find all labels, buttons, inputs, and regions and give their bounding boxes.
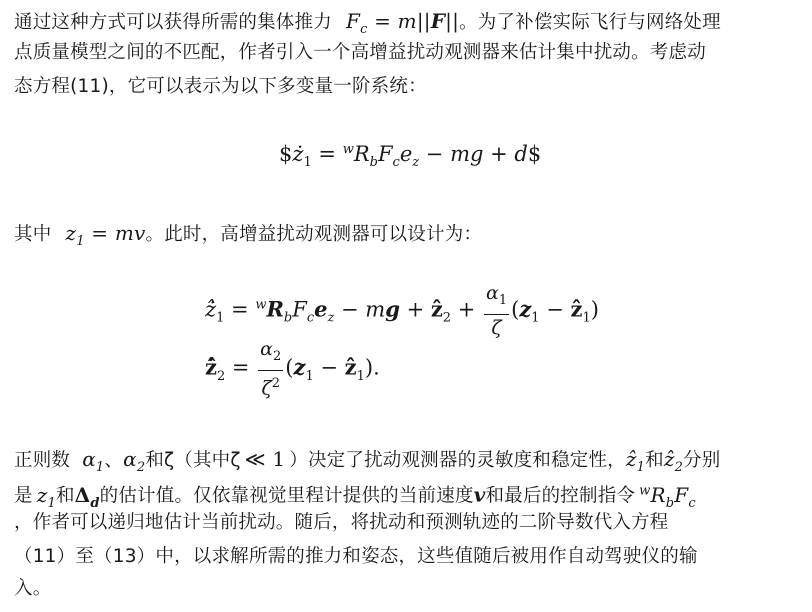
paragraph-3-text-b: 、 bbox=[104, 450, 124, 471]
paragraph-3-line-4: （11）至（13）中，以求解所需的推力和姿态，这些值随后被用作自动驾驶仪的输 bbox=[14, 546, 698, 567]
delta-d-symbol: $\Delta_d$ bbox=[74, 482, 100, 511]
paragraph-3-text-j: 和最后的控制指令 bbox=[485, 485, 636, 507]
velocity-symbol: v bbox=[473, 482, 486, 507]
paragraph-3-text-c: 和ζ（其中ζ bbox=[145, 450, 241, 471]
paragraph-3-line-3: ，作者可以递归地估计当前扰动。随后，将扰动和预测轨迹的二阶导数代入方程 bbox=[14, 512, 669, 533]
gain-fraction-1: $\frac{\alpha_1}{\zeta}$ bbox=[486, 282, 508, 339]
gain-fraction-2: $\frac{\alpha_2}{\zeta^2}$ bbox=[260, 338, 282, 400]
paragraph-3-text-a: 正则数 bbox=[14, 450, 71, 471]
paragraph-2-suffix: 。此时，高增益扰动观测器可以设计为： bbox=[145, 224, 483, 245]
equation-1: $\$ż_1 = ^wR_bF_ce_z$ − mg + d$ bbox=[279, 142, 542, 171]
z-hat-2-symbol: ẑ$_2$ bbox=[663, 447, 684, 475]
much-less-than-one: ≪ 1 bbox=[244, 447, 286, 471]
paragraph-3-text-i: 的估计值。仅依靠视觉里程计提供的当前速度 bbox=[99, 485, 474, 507]
paragraph-1-line-3: 态方程(11)，它可以表示为以下多变量一阶系统： bbox=[14, 76, 427, 97]
observer-equation-1: $ż̂_1 = ^wR_bF_ce_z$ − mg + ẑ$_2$ + $\frac{\alpha_1}{\zeta}$ ($z_1$ − ẑ$_1$) bbox=[205, 282, 599, 339]
z-hat-1-symbol: ẑ$_1$ bbox=[625, 447, 646, 475]
momentum-definition: $z_1$ = mv bbox=[65, 221, 146, 249]
paragraph-2 bbox=[14, 218, 482, 257]
paragraph-3-text-f: 分别 bbox=[683, 450, 721, 471]
paragraph-1-line-2: 点质量模型之间的不匹配，作者引入一个高增益扰动观测器来估计集中扰动。考虑动 bbox=[14, 42, 706, 63]
paragraph-2-prefix: 其中 bbox=[14, 224, 52, 245]
observer-equation-2: $ż̂_2$ = $\frac{\alpha_2}{\zeta^2}$ ($z_1$ − ẑ$_1$). bbox=[205, 338, 380, 400]
z-1-symbol: $z_1$ bbox=[36, 482, 56, 511]
control-command-symbol: $^wR_bF_c$ bbox=[639, 482, 696, 511]
paragraph-3-text-e: 和 bbox=[645, 450, 664, 471]
paragraph-3-text-h: 和 bbox=[55, 485, 75, 507]
paragraph-3-text-g: 是 bbox=[14, 485, 33, 507]
paragraph-3-text-d: ）决定了扰动观测器的灵敏度和稳定性， bbox=[289, 450, 626, 471]
thrust-formula: $F_c = m||F||$ bbox=[346, 9, 460, 37]
paragraph-3-line-5: 入。 bbox=[14, 578, 52, 599]
paragraph-1-line-1-tail: 。为了补偿实际飞行与网络处理 bbox=[459, 12, 721, 33]
alpha-1-symbol: $\alpha_1$ bbox=[82, 447, 105, 475]
paragraph-1-line-1-text: 通过这种方式可以获得所需的集体推力 bbox=[14, 12, 332, 33]
alpha-2-symbol: $\alpha_2$ bbox=[123, 447, 146, 475]
